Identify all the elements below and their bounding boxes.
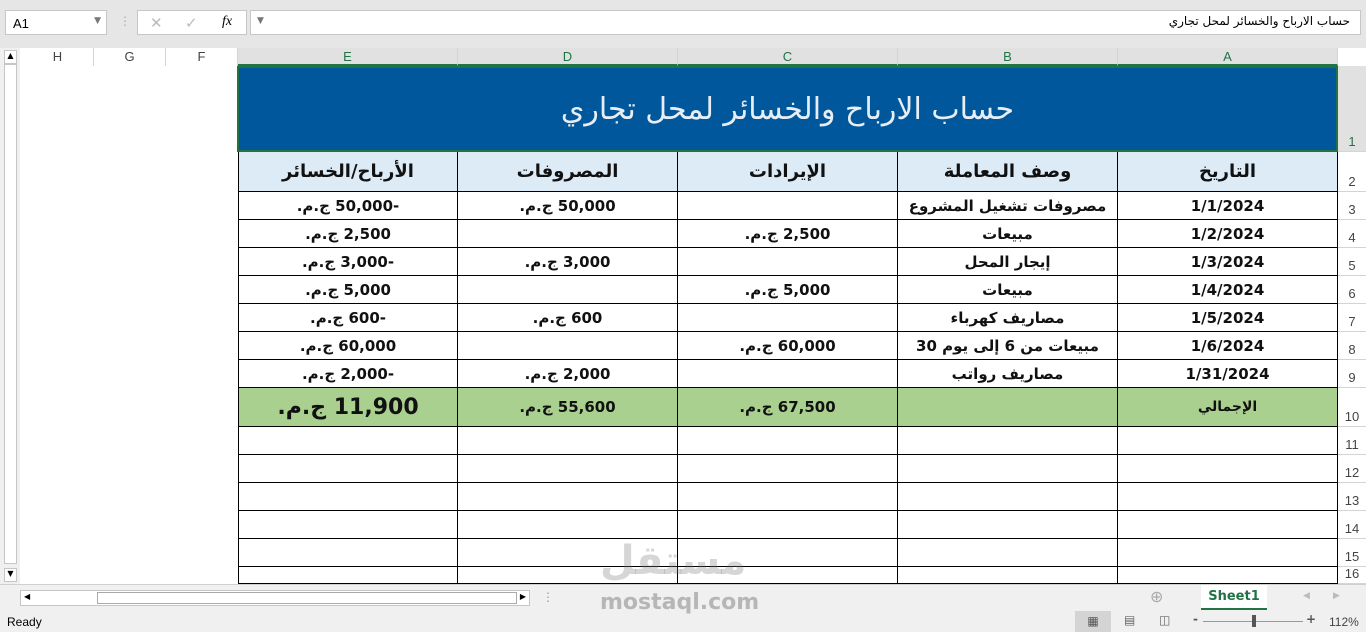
cell-expenses[interactable]: 50,000 ج.م. bbox=[458, 192, 678, 220]
header-cell-revenue[interactable]: الإيرادات bbox=[678, 152, 898, 192]
cell-date[interactable]: 1/2/2024 bbox=[1118, 220, 1338, 248]
cell-description[interactable] bbox=[898, 483, 1118, 511]
cell-revenue[interactable] bbox=[678, 248, 898, 276]
sheet-tab-sheet1[interactable]: Sheet1 bbox=[1201, 585, 1267, 610]
cell-revenue[interactable]: 2,500 ج.م. bbox=[678, 220, 898, 248]
cell-description[interactable] bbox=[898, 427, 1118, 455]
column-header-h[interactable]: H bbox=[22, 48, 94, 66]
zoom-level[interactable]: 112% bbox=[1329, 615, 1359, 629]
cell-revenue[interactable] bbox=[678, 427, 898, 455]
name-box-value: A1 bbox=[13, 16, 29, 31]
scroll-thumb[interactable] bbox=[4, 64, 17, 564]
cell-revenue[interactable] bbox=[678, 567, 898, 584]
cell-revenue[interactable]: 60,000 ج.م. bbox=[678, 332, 898, 360]
watermark-logo: مستقل bbox=[600, 538, 747, 584]
cell-expenses[interactable] bbox=[458, 511, 678, 539]
cell-description[interactable] bbox=[898, 511, 1118, 539]
cell-expenses[interactable]: 3,000 ج.م. bbox=[458, 248, 678, 276]
cancel-icon[interactable]: ✕ bbox=[150, 14, 163, 32]
cell-profit-loss[interactable]: -600 ج.م. bbox=[238, 304, 458, 332]
cell-revenue[interactable] bbox=[678, 511, 898, 539]
watermark-text: mostaql.com bbox=[600, 590, 760, 615]
row-header-7[interactable]: 7 bbox=[1338, 304, 1366, 332]
cell-description[interactable]: مصاريف كهرباء bbox=[898, 304, 1118, 332]
total-cell-expenses[interactable]: 55,600 ج.م. bbox=[458, 388, 678, 427]
row-header-12[interactable]: 12 bbox=[1338, 455, 1366, 483]
cell-expenses[interactable]: 2,000 ج.م. bbox=[458, 360, 678, 388]
cell-date[interactable]: 1/6/2024 bbox=[1118, 332, 1338, 360]
cell-profit-loss[interactable] bbox=[238, 483, 458, 511]
row-header-3[interactable]: 3 bbox=[1338, 192, 1366, 220]
row-header-14[interactable]: 14 bbox=[1338, 511, 1366, 539]
cell-expenses[interactable] bbox=[458, 427, 678, 455]
more-icon: ⋮ bbox=[542, 590, 554, 604]
cell-expenses[interactable]: 600 ج.م. bbox=[458, 304, 678, 332]
zoom-out-button[interactable]: - bbox=[1193, 612, 1198, 626]
cell-description[interactable]: مبيعات من 6 إلى يوم 30 bbox=[898, 332, 1118, 360]
header-cell-profit-loss[interactable]: الأرباح/الخسائر bbox=[238, 152, 458, 192]
cell-profit-loss[interactable] bbox=[238, 539, 458, 567]
cell-profit-loss[interactable] bbox=[238, 427, 458, 455]
horizontal-scrollbar[interactable] bbox=[20, 590, 530, 606]
column-header-c[interactable]: C bbox=[678, 48, 898, 66]
cell-profit-loss[interactable] bbox=[238, 455, 458, 483]
row-header-9[interactable]: 9 bbox=[1338, 360, 1366, 388]
row-header-8[interactable]: 8 bbox=[1338, 332, 1366, 360]
cell-profit-loss[interactable]: -3,000 ج.م. bbox=[238, 248, 458, 276]
zoom-slider-thumb[interactable] bbox=[1252, 615, 1256, 627]
vertical-scrollbar[interactable] bbox=[0, 48, 20, 584]
next-sheet-icon[interactable]: ▶ bbox=[1333, 591, 1340, 601]
cell-profit-loss[interactable]: 2,500 ج.م. bbox=[238, 220, 458, 248]
header-cell-date[interactable]: التاريخ bbox=[1118, 152, 1338, 192]
status-text: Ready bbox=[7, 615, 42, 629]
cell-revenue[interactable]: 5,000 ج.م. bbox=[678, 276, 898, 304]
cell-description[interactable]: مصروفات تشغيل المشروع bbox=[898, 192, 1118, 220]
total-cell-description[interactable] bbox=[898, 388, 1118, 427]
page-layout-icon[interactable]: ▤ bbox=[1124, 613, 1136, 627]
cell-expenses[interactable] bbox=[458, 483, 678, 511]
cell-expenses[interactable] bbox=[458, 539, 678, 567]
cell-profit-loss[interactable]: -2,000 ج.م. bbox=[238, 360, 458, 388]
column-header-d[interactable]: D bbox=[458, 48, 678, 66]
cell-expenses[interactable] bbox=[458, 455, 678, 483]
row-header-13[interactable]: 13 bbox=[1338, 483, 1366, 511]
row-header-1[interactable]: 1 bbox=[1338, 66, 1366, 152]
row-header-2[interactable]: 2 bbox=[1338, 152, 1366, 192]
chevron-down-icon[interactable]: ▼ bbox=[94, 16, 101, 26]
page-break-icon[interactable]: ◫ bbox=[1159, 613, 1171, 627]
h-scroll-thumb[interactable] bbox=[97, 592, 517, 604]
cell-date[interactable]: 1/1/2024 bbox=[1118, 192, 1338, 220]
cell-date[interactable]: 1/4/2024 bbox=[1118, 276, 1338, 304]
header-cell-expenses[interactable]: المصروفات bbox=[458, 152, 678, 192]
cell-profit-loss[interactable]: 5,000 ج.م. bbox=[238, 276, 458, 304]
total-cell-date[interactable]: الإجمالي bbox=[1118, 388, 1338, 427]
column-header-f[interactable]: F bbox=[166, 48, 238, 66]
cell-description[interactable] bbox=[898, 539, 1118, 567]
cell-profit-loss[interactable] bbox=[238, 567, 458, 584]
zoom-in-button[interactable]: + bbox=[1306, 612, 1317, 626]
normal-view-icon[interactable]: ▦ bbox=[1075, 611, 1111, 632]
column-header-g[interactable]: G bbox=[94, 48, 166, 66]
row-header-16[interactable]: 16 bbox=[1338, 567, 1366, 584]
expand-icon[interactable]: ▼ bbox=[257, 16, 264, 26]
cell-date[interactable] bbox=[1118, 455, 1338, 483]
column-header-b[interactable]: B bbox=[898, 48, 1118, 66]
row-header-10[interactable]: 10 bbox=[1338, 388, 1366, 427]
column-header-a[interactable]: A bbox=[1118, 48, 1338, 66]
cell-date[interactable]: 1/5/2024 bbox=[1118, 304, 1338, 332]
formula-buttons bbox=[137, 10, 247, 35]
total-cell-revenue[interactable]: 67,500 ج.م. bbox=[678, 388, 898, 427]
cell-expenses[interactable] bbox=[458, 567, 678, 584]
cell-date[interactable] bbox=[1118, 539, 1338, 567]
prev-sheet-icon[interactable]: ◀ bbox=[1303, 591, 1310, 601]
cell-expenses[interactable] bbox=[458, 332, 678, 360]
cell-description[interactable]: مصاريف رواتب bbox=[898, 360, 1118, 388]
formula-input[interactable] bbox=[250, 10, 1361, 35]
more-icon: ⋮ bbox=[119, 14, 131, 28]
cell-profit-loss[interactable]: 60,000 ج.م. bbox=[238, 332, 458, 360]
cell-date[interactable] bbox=[1118, 567, 1338, 584]
scroll-up-icon[interactable]: ▲ bbox=[4, 50, 17, 64]
row-header-5[interactable]: 5 bbox=[1338, 248, 1366, 276]
cell-profit-loss[interactable] bbox=[238, 511, 458, 539]
title-cell[interactable]: حساب الارباح والخسائر لمحل تجاري bbox=[237, 66, 1338, 152]
cell-date[interactable] bbox=[1118, 483, 1338, 511]
cell-date[interactable] bbox=[1118, 427, 1338, 455]
cell-description[interactable]: إيجار المحل bbox=[898, 248, 1118, 276]
name-box[interactable] bbox=[5, 10, 107, 35]
enter-icon[interactable]: ✓ bbox=[185, 14, 198, 32]
sheet-tab-bar bbox=[0, 584, 1366, 611]
row-header-11[interactable]: 11 bbox=[1338, 427, 1366, 455]
status-bar bbox=[0, 611, 1366, 632]
cell-revenue[interactable] bbox=[678, 304, 898, 332]
cell-revenue[interactable] bbox=[678, 483, 898, 511]
scroll-down-icon[interactable]: ▼ bbox=[4, 568, 17, 582]
formula-content: حساب الارباح والخسائر لمحل تجاري bbox=[1168, 14, 1350, 28]
fx-icon[interactable]: fx bbox=[222, 14, 233, 29]
cell-revenue[interactable] bbox=[678, 539, 898, 567]
cell-expenses[interactable] bbox=[458, 276, 678, 304]
row-header-6[interactable]: 6 bbox=[1338, 276, 1366, 304]
row-header-4[interactable]: 4 bbox=[1338, 220, 1366, 248]
cell-revenue[interactable] bbox=[678, 192, 898, 220]
cell-revenue[interactable] bbox=[678, 455, 898, 483]
cell-profit-loss[interactable]: -50,000 ج.م. bbox=[238, 192, 458, 220]
cell-description[interactable]: مبيعات bbox=[898, 220, 1118, 248]
cell-description[interactable] bbox=[898, 455, 1118, 483]
column-header-e[interactable]: E bbox=[238, 48, 458, 66]
total-cell-profit-loss[interactable]: 11,900 ج.م. bbox=[238, 388, 458, 427]
cell-description[interactable] bbox=[898, 567, 1118, 584]
row-header-15[interactable]: 15 bbox=[1338, 539, 1366, 567]
cell-date[interactable]: 1/3/2024 bbox=[1118, 248, 1338, 276]
cell-description[interactable]: مبيعات bbox=[898, 276, 1118, 304]
cell-date[interactable]: 1/31/2024 bbox=[1118, 360, 1338, 388]
header-cell-description[interactable]: وصف المعاملة bbox=[898, 152, 1118, 192]
cell-date[interactable] bbox=[1118, 511, 1338, 539]
cell-expenses[interactable] bbox=[458, 220, 678, 248]
scroll-right-icon[interactable]: ▶ bbox=[519, 592, 526, 601]
scroll-left-icon[interactable]: ◀ bbox=[24, 592, 31, 601]
cell-revenue[interactable] bbox=[678, 360, 898, 388]
add-sheet-icon[interactable]: ⊕ bbox=[1150, 587, 1164, 606]
